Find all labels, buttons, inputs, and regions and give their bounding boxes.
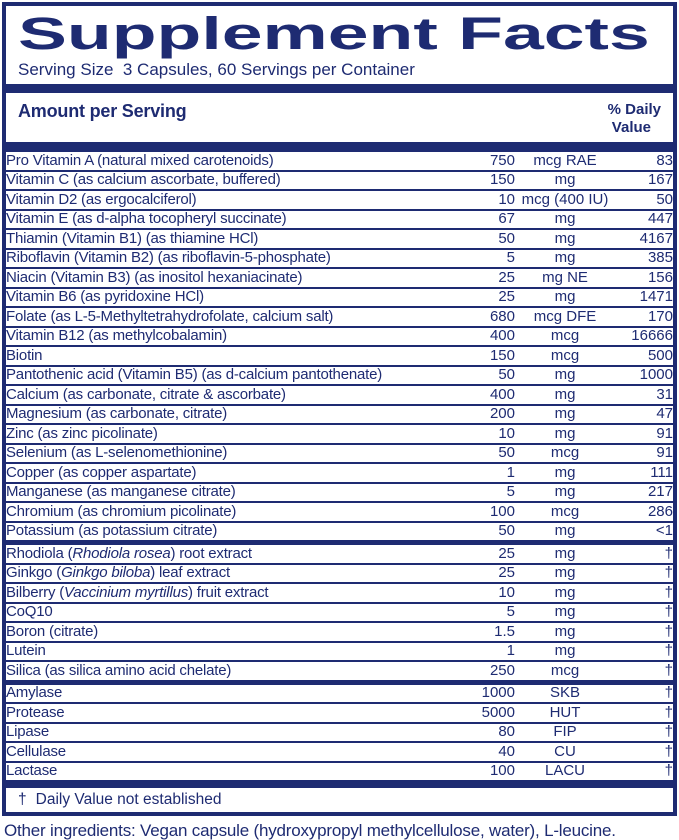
nutrient-row bbox=[6, 444, 673, 464]
nutrient-name: Protease bbox=[6, 703, 65, 721]
nutrient-row bbox=[6, 385, 673, 405]
nutrient-unit: mg bbox=[554, 603, 576, 620]
nutrient-dv: † bbox=[664, 723, 673, 740]
nutrient-name: Pantothenic acid (Vitamin B5) (as d-calcium pantothenate) bbox=[6, 366, 383, 383]
nutrient-name: Lactase bbox=[6, 762, 58, 779]
nutrient-dv: 83 bbox=[656, 151, 673, 169]
nutrient-name: Calcium (as carbonate, citrate & ascorbate) bbox=[6, 385, 286, 403]
nutrient-dv: 500 bbox=[647, 346, 673, 364]
nutrient-unit: mg bbox=[554, 544, 576, 562]
nutrient-amount: 50 bbox=[498, 366, 515, 383]
nutrient-dv: 16666 bbox=[631, 327, 673, 344]
nutrient-row bbox=[6, 522, 673, 543]
nutrient-amount: 1.5 bbox=[494, 622, 515, 640]
facts-table-body bbox=[6, 152, 673, 780]
nutrient-row bbox=[6, 703, 673, 723]
amount-per-serving-heading: Amount per Serving bbox=[18, 101, 187, 121]
nutrient-name: Boron (citrate) bbox=[6, 622, 99, 640]
nutrient-amount: 10 bbox=[498, 583, 515, 601]
nutrient-amount: 25 bbox=[498, 288, 515, 305]
nutrient-amount: 5000 bbox=[481, 703, 515, 721]
nutrient-row bbox=[6, 682, 673, 703]
nutrient-amount: 400 bbox=[489, 327, 515, 344]
dagger-symbol: † bbox=[18, 791, 27, 808]
nutrient-unit: mg bbox=[554, 249, 576, 266]
daily-value-footnote bbox=[6, 788, 673, 812]
divider-bar-top bbox=[6, 84, 673, 93]
nutrient-dv: 31 bbox=[656, 385, 673, 403]
nutrient-name: Vitamin B12 (as methylcobalamin) bbox=[6, 327, 227, 344]
nutrient-unit: SKB bbox=[549, 684, 580, 701]
nutrient-name: Pro Vitamin A (natural mixed carotenoids) bbox=[6, 151, 274, 169]
nutrient-row bbox=[6, 190, 673, 210]
nutrient-unit: mcg bbox=[550, 502, 580, 520]
nutrient-amount: 100 bbox=[489, 502, 515, 520]
percent-daily-value-line2: Value bbox=[611, 119, 651, 136]
nutrient-name: Vitamin C (as calcium ascorbate, buffered) bbox=[6, 171, 281, 188]
nutrient-unit: HUT bbox=[549, 703, 581, 721]
nutrient-name: Thiamin (Vitamin B1) (as thiamine HCl) bbox=[6, 229, 259, 247]
nutrient-row bbox=[6, 463, 673, 483]
nutrient-name: Copper (as copper aspartate) bbox=[6, 463, 197, 481]
nutrient-amount: 400 bbox=[489, 385, 515, 403]
nutrient-unit: CU bbox=[554, 742, 576, 760]
nutrient-dv: † bbox=[664, 703, 673, 721]
nutrient-amount: 1000 bbox=[481, 684, 515, 701]
nutrient-name: Chromium (as chromium picolinate) bbox=[6, 502, 237, 520]
nutrient-dv: † bbox=[664, 564, 673, 581]
nutrient-dv: 286 bbox=[647, 502, 673, 520]
nutrient-amount: 150 bbox=[489, 346, 515, 364]
nutrient-row bbox=[6, 171, 673, 191]
nutrient-unit: mg bbox=[554, 424, 576, 442]
nutrient-amount: 10 bbox=[498, 190, 515, 208]
nutrient-unit: mcg bbox=[550, 327, 580, 344]
nutrient-dv: † bbox=[664, 544, 673, 562]
nutrient-unit: FIP bbox=[553, 723, 577, 740]
divider-bar-footer bbox=[6, 780, 673, 788]
nutrient-amount: 1 bbox=[506, 642, 515, 659]
nutrient-row bbox=[6, 564, 673, 584]
nutrient-amount: 40 bbox=[498, 742, 515, 760]
nutrient-dv: † bbox=[664, 661, 673, 679]
nutrient-dv: 170 bbox=[647, 307, 673, 325]
nutrient-dv: 1000 bbox=[639, 366, 673, 383]
nutrient-dv: 91 bbox=[656, 444, 673, 461]
nutrient-amount: 100 bbox=[489, 762, 515, 779]
nutrient-amount: 250 bbox=[489, 661, 515, 679]
nutrient-name: Potassium (as potassium citrate) bbox=[6, 522, 218, 539]
nutrient-name: Ginkgo (Ginkgo biloba) leaf extract bbox=[6, 564, 230, 581]
nutrient-dv: 50 bbox=[656, 190, 673, 208]
nutrient-dv: † bbox=[664, 603, 673, 620]
nutrient-row bbox=[6, 603, 673, 623]
nutrient-row bbox=[6, 723, 673, 743]
nutrient-unit: mcg (400 IU) bbox=[521, 190, 609, 208]
nutrient-dv: † bbox=[664, 742, 673, 760]
nutrient-amount: 25 bbox=[498, 268, 515, 286]
nutrient-amount: 10 bbox=[498, 424, 515, 442]
nutrient-dv: 47 bbox=[656, 405, 673, 422]
nutrient-dv: † bbox=[664, 642, 673, 659]
nutrient-row bbox=[6, 502, 673, 522]
nutrient-dv: 156 bbox=[647, 268, 673, 286]
nutrient-name: Biotin bbox=[6, 346, 43, 364]
nutrient-name: Bilberry (Vaccinium myrtillus) fruit extract bbox=[6, 583, 269, 601]
nutrient-row bbox=[6, 483, 673, 503]
nutrient-unit: mcg bbox=[550, 661, 580, 679]
daily-value-footnote-text: Daily Value not established bbox=[35, 791, 222, 808]
facts-table bbox=[6, 152, 673, 780]
supplement-facts-label bbox=[2, 2, 677, 816]
nutrient-name: Magnesium (as carbonate, citrate) bbox=[6, 405, 228, 422]
divider-bar-header bbox=[6, 142, 673, 152]
nutrient-name: Manganese (as manganese citrate) bbox=[6, 483, 236, 500]
nutrient-amount: 50 bbox=[498, 444, 515, 461]
nutrient-amount: 680 bbox=[489, 307, 515, 325]
nutrient-row bbox=[6, 762, 673, 781]
nutrient-dv: 91 bbox=[656, 424, 673, 442]
nutrient-row bbox=[6, 249, 673, 269]
percent-daily-value-line1: % Daily bbox=[607, 101, 661, 118]
nutrient-name: Cellulase bbox=[6, 742, 66, 760]
nutrient-row bbox=[6, 307, 673, 327]
nutrient-row bbox=[6, 583, 673, 603]
nutrient-name: Amylase bbox=[6, 684, 63, 701]
nutrient-row bbox=[6, 424, 673, 444]
nutrient-amount: 80 bbox=[498, 723, 515, 740]
nutrient-dv: † bbox=[664, 583, 673, 601]
nutrient-unit: mcg bbox=[550, 346, 580, 364]
nutrient-row bbox=[6, 268, 673, 288]
percent-daily-value-heading bbox=[608, 101, 673, 137]
nutrient-row bbox=[6, 210, 673, 230]
nutrient-name: Silica (as silica amino acid chelate) bbox=[6, 661, 232, 679]
nutrient-amount: 5 bbox=[506, 603, 515, 620]
nutrient-row bbox=[6, 366, 673, 386]
nutrient-amount: 50 bbox=[498, 522, 515, 539]
nutrient-amount: 25 bbox=[498, 544, 515, 562]
nutrient-name: Folate (as L-5-Methyltetrahydrofolate, calcium salt) bbox=[6, 307, 334, 325]
nutrient-dv: <1 bbox=[655, 522, 673, 539]
nutrient-unit: mg bbox=[554, 229, 576, 247]
nutrient-name: Zinc (as zinc picolinate) bbox=[6, 424, 158, 442]
nutrient-unit: mg bbox=[554, 483, 576, 500]
nutrient-unit: mcg DFE bbox=[533, 307, 597, 325]
nutrient-unit: mg bbox=[554, 522, 576, 539]
serving-size-text: Serving Size 3 Capsules, 60 Servings per Container bbox=[18, 60, 415, 79]
nutrient-dv: 111 bbox=[650, 463, 673, 481]
nutrient-unit: LACU bbox=[544, 762, 585, 779]
nutrient-amount: 5 bbox=[506, 249, 515, 266]
nutrient-unit: mg bbox=[554, 210, 576, 227]
nutrient-row bbox=[6, 288, 673, 308]
nutrient-dv: † bbox=[664, 684, 673, 701]
nutrient-row bbox=[6, 327, 673, 347]
table-header-row bbox=[6, 93, 673, 142]
nutrient-unit: mg bbox=[554, 171, 576, 188]
nutrient-row bbox=[6, 661, 673, 682]
other-ingredients-text: Other ingredients: Vegan capsule (hydroxypropyl methylcellulose, water), L-leucine. bbox=[4, 821, 616, 840]
nutrient-row bbox=[6, 543, 673, 564]
nutrient-amount: 25 bbox=[498, 564, 515, 581]
nutrient-dv: † bbox=[664, 622, 673, 640]
nutrient-dv: † bbox=[664, 762, 673, 779]
nutrient-amount: 67 bbox=[498, 210, 515, 227]
nutrient-unit: mg NE bbox=[542, 268, 588, 286]
nutrient-row bbox=[6, 642, 673, 662]
nutrient-dv: 217 bbox=[647, 483, 673, 500]
nutrient-amount: 50 bbox=[498, 229, 515, 247]
nutrient-name: Vitamin D2 (as ergocalciferol) bbox=[6, 190, 197, 208]
nutrient-name: Lipase bbox=[6, 723, 50, 740]
nutrient-row bbox=[6, 622, 673, 642]
nutrient-dv: 385 bbox=[647, 249, 673, 266]
nutrient-name: CoQ10 bbox=[6, 603, 53, 620]
nutrient-unit: mcg bbox=[550, 444, 580, 461]
nutrient-row bbox=[6, 346, 673, 366]
nutrient-name: Niacin (Vitamin B3) (as inositol hexaniacinate) bbox=[6, 268, 303, 286]
nutrient-name: Selenium (as L-selenomethionine) bbox=[6, 444, 228, 461]
nutrient-row bbox=[6, 229, 673, 249]
nutrient-dv: 4167 bbox=[639, 229, 673, 247]
nutrient-unit: mg bbox=[554, 642, 576, 659]
nutrient-name: Lutein bbox=[6, 642, 46, 659]
nutrient-name: Vitamin B6 (as pyridoxine HCl) bbox=[6, 288, 204, 305]
nutrient-unit: mg bbox=[554, 405, 576, 422]
nutrient-name: Vitamin E (as d-alpha tocopheryl succinate) bbox=[6, 210, 287, 227]
nutrient-dv: 167 bbox=[647, 171, 673, 188]
nutrient-unit: mg bbox=[554, 463, 576, 481]
nutrient-dv: 1471 bbox=[639, 288, 673, 305]
nutrient-row bbox=[6, 405, 673, 425]
nutrient-amount: 150 bbox=[489, 171, 515, 188]
label-title-wrap bbox=[6, 6, 673, 58]
label-title: Supplement Facts bbox=[18, 8, 650, 59]
nutrient-dv: 447 bbox=[647, 210, 673, 227]
nutrient-unit: mcg RAE bbox=[533, 151, 597, 169]
nutrient-row bbox=[6, 152, 673, 171]
nutrient-amount: 750 bbox=[489, 151, 515, 169]
nutrient-row bbox=[6, 742, 673, 762]
nutrient-amount: 1 bbox=[506, 463, 515, 481]
nutrient-unit: mg bbox=[554, 366, 576, 383]
nutrient-unit: mg bbox=[554, 288, 576, 305]
nutrient-unit: mg bbox=[554, 564, 576, 581]
nutrient-unit: mg bbox=[554, 385, 576, 403]
nutrient-name: Rhodiola (Rhodiola rosea) root extract bbox=[6, 544, 252, 562]
nutrient-name: Riboflavin (Vitamin B2) (as riboflavin-5-phosphate) bbox=[6, 249, 331, 266]
nutrient-amount: 200 bbox=[489, 405, 515, 422]
nutrient-unit: mg bbox=[554, 583, 576, 601]
nutrient-unit: mg bbox=[554, 622, 576, 640]
nutrient-amount: 5 bbox=[506, 483, 515, 500]
